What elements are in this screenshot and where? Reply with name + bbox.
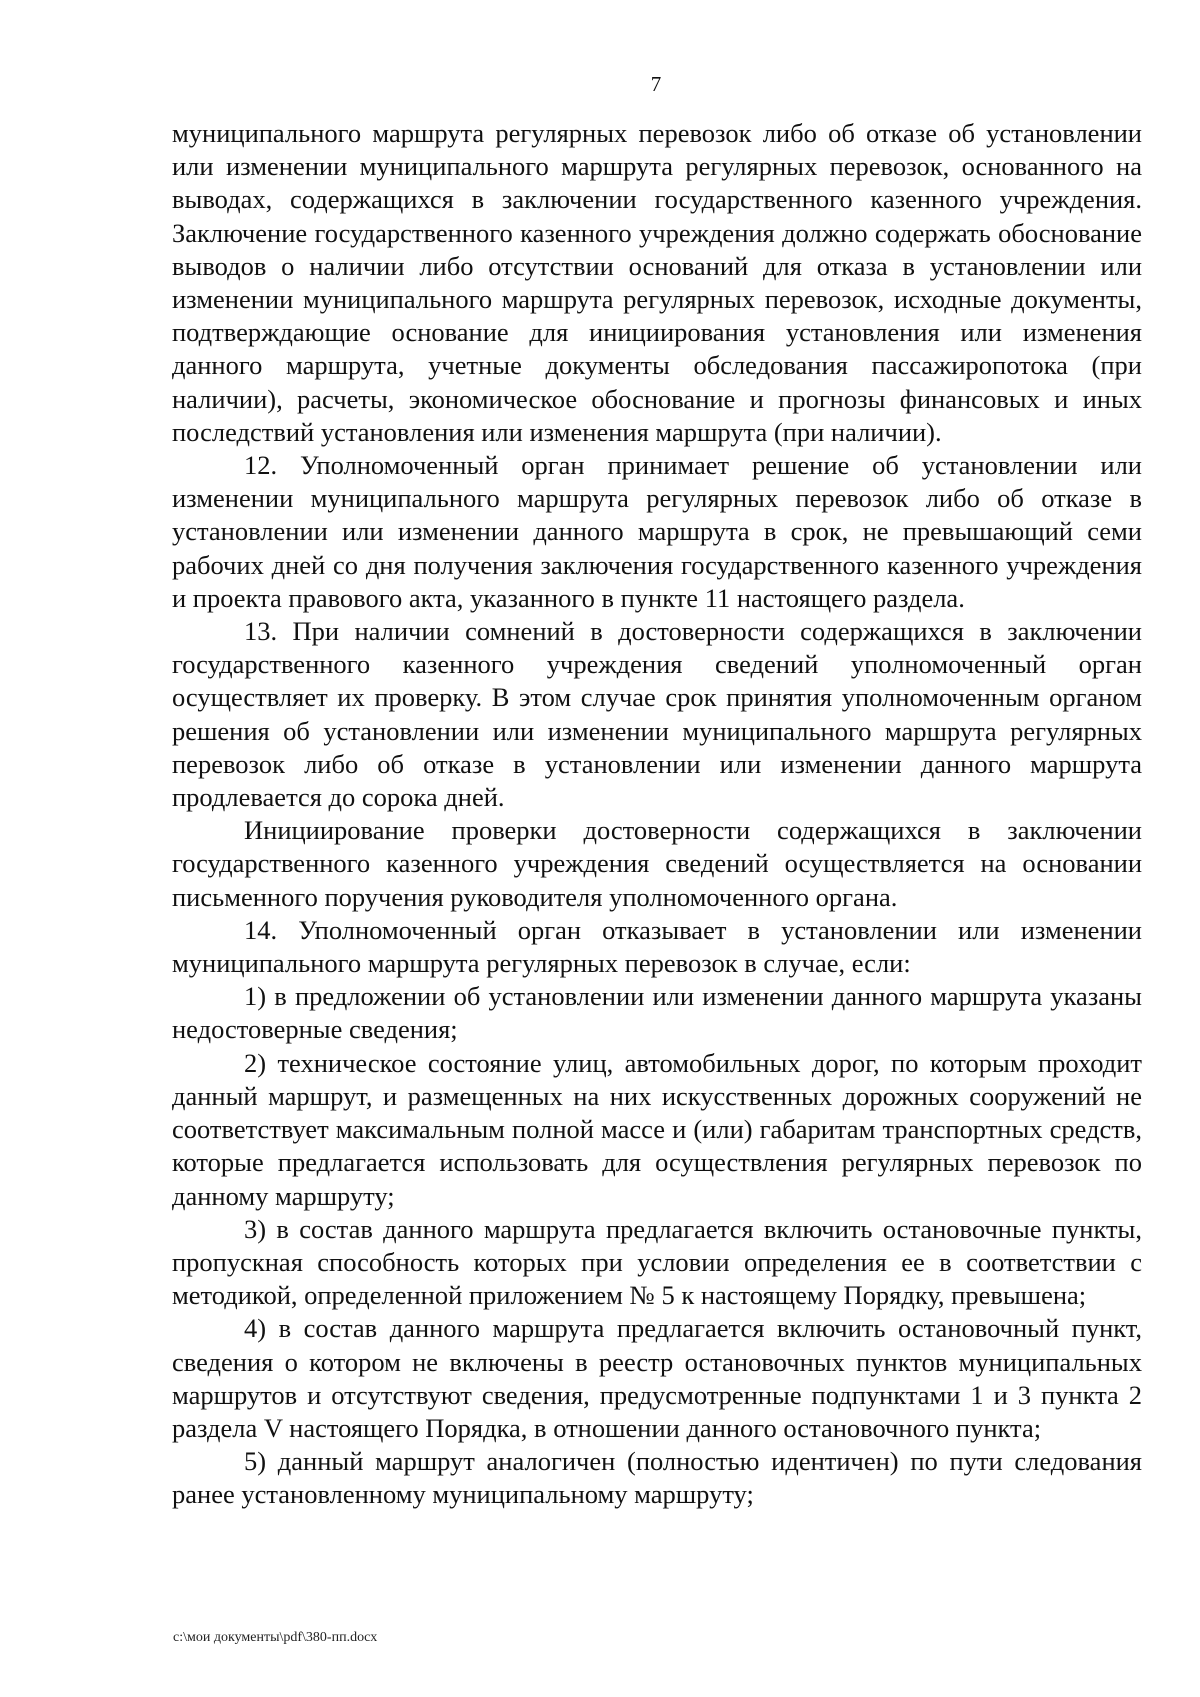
page-number: 7 [650,72,662,96]
footer-file-path: c:\мои документы\pdf\380-пп.docx [173,1630,378,1645]
paragraph-item-14: 14. Уполномоченный орган отказывает в установлении или изменении муниципального маршрута регулярных перевозок в случае, если: [172,914,1142,979]
paragraph-continuation: муниципального маршрута регулярных перевозок либо об отказе об установлении или изменении муниципального маршрута регулярных перевозок, основанного на выводах, содержащихся в заключении государственного казенного учреждения. Заключение государственного казенного учреждения должно содержать обоснование выводов о наличии либо отсутствии оснований для отказа в установлении или изменении муниципального маршрута регулярных перевозок, исходные документы, подтверждающие основание для инициирования установления или изменения данного маршрута, учетные документы обследования пассажиропотока (при наличии), расчеты, экономическое обоснование и прогнозы финансовых и иных последствий установления или изменения маршрута (при наличии). [172,118,1142,447]
document-body [172,117,1142,1512]
list-item-1: 1) в предложении об установлении или изменении данного маршрута указаны недостоверные сведения; [172,981,1142,1045]
list-item-2: 2) техническое состояние улиц, автомобильных дорог, по которым проходит данный маршрут, и размещенных на них искусственных дорожных сооружений не соответствует максимальным полной массе и (или) габаритам транспортных средств, которые предлагается использовать для осуществления регулярных перевозок по данному маршруту; [172,1047,1142,1211]
paragraph-verification: Инициирование проверки достоверности содержащихся в заключении государственного казенного учреждения сведений осуществляется на основании письменного поручения руководителя уполномоченного органа. [172,815,1142,912]
list-item-5: 5) данный маршрут аналогичен (полностью идентичен) по пути следования ранее установленному муниципальному маршруту; [172,1446,1142,1510]
paragraph-item-13: 13. При наличии сомнений в достоверности содержащихся в заключении государственного казенного учреждения сведений уполномоченный орган осуществляет их проверку. В этом случае срок принятия уполномоченным органом решения об установлении или изменении муниципального маршрута регулярных перевозок либо об отказе в установлении или изменении данного маршрута продлевается до сорока дней. [172,616,1142,813]
list-item-3: 3) в состав данного маршрута предлагается включить остановочные пункты, пропускная способность которых при условии определения ее в соответствии с методикой, определенной приложением № 5 к настоящему Порядку, превышена; [172,1213,1142,1311]
list-item-4: 4) в состав данного маршрута предлагается включить остановочный пункт, сведения о котором не включены в реестр остановочных пунктов муниципальных маршрутов и отсутствуют сведения, предусмотренные подпунктами 1 и 3 пункта 2 раздела V настоящего Порядка, в отношении данного остановочного пункта; [172,1313,1142,1443]
paragraph-item-12: 12. Уполномоченный орган принимает решение об установлении или изменении муниципального маршрута регулярных перевозок либо об отказе в установлении или изменении данного маршрута в срок, не превышающий семи рабочих дней со дня получения заключения государственного казенного учреждения и проекта правового акта, указанного в пункте 11 настоящего раздела. [172,450,1142,613]
